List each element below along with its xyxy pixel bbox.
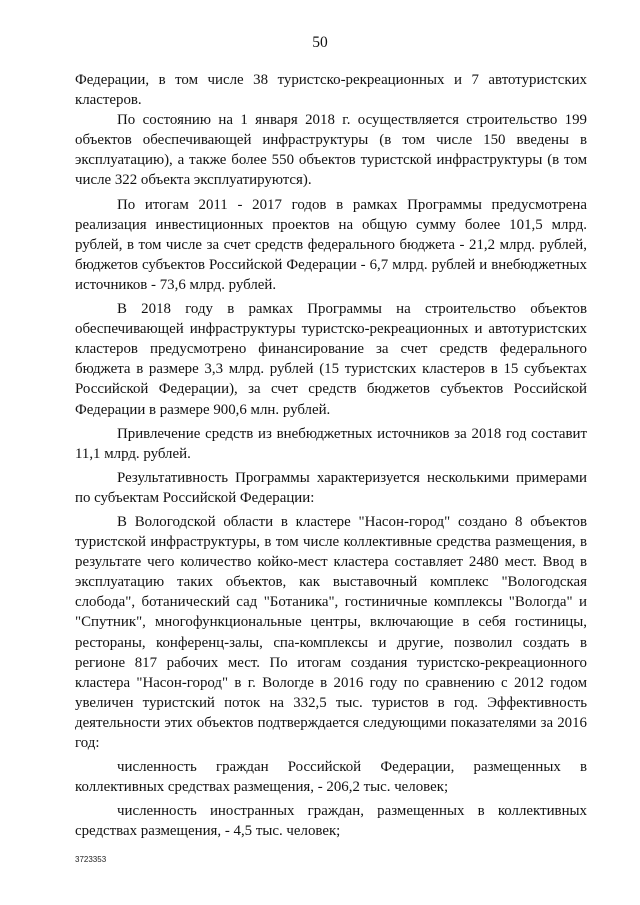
- paragraph-construction-status: По состоянию на 1 января 2018 г. осуществляется строительство 199 объектов обеспечивающей инфраструктуры (в том числе 150 введены в эксплуатацию), а также более 550 объектов туристской инфраструктуры (в том числе 322 объекта эксплуатируются).: [75, 112, 587, 189]
- paragraph-vologda-cluster: В Вологодской области в кластере "Насон-город" создано 8 объектов туристской инфраструктуры, в том числе коллективные средства размещения, в результате чего количество койко-мест кластера составляет 2480 мест. Ввод в эксплуатацию таких объектов, как выставочный комплекс "Вологодская слобода", ботанический сад "Ботаника", гостиничные комплексы "Вологда" и "Спутник", многофункциональные центры, включающие в себя гостиницы, рестораны, конференц-залы, спа-комплексы и другие, позволил создать в регионе 817 рабочих мест. По итогам создания туристско-рекреационного кластера "Насон-город" в г. Вологде в 2016 году по сравнению с 2012 годом увеличен туристский поток на 332,5 тыс. туристов в год. Эффективность деятельности этих объектов подтверждается следующими показателями за 2016 год:: [75, 513, 587, 751]
- paragraph-extrabudgetary: Привлечение средств из внебюджетных источников за 2018 год составит 11,1 млрд. рублей.: [75, 425, 587, 462]
- paragraph-effectiveness-intro: Результативность Программы характеризуется несколькими примерами по субъектам Российской Федерации:: [75, 469, 587, 506]
- paragraph-2018-funding: В 2018 году в рамках Программы на строительство объектов обеспечивающей инфраструктуры туристско-рекреационных и автотуристских кластеров предусмотрено финансирование за счет средств федерального бюджета в размере 3,3 млрд. рублей (15 туристских кластеров в 15 субъектах Российской Федерации), за счет средств бюджетов субъектов Российской Федерации в размере 900,6 млн. рублей.: [75, 301, 587, 418]
- body-text: [75, 70, 587, 845]
- paragraph-continuation: Федерации, в том числе 38 туристско-рекреационных и 7 автотуристских кластеров.: [75, 72, 587, 109]
- paragraph-investment-totals: По итогам 2011 - 2017 годов в рамках Программы предусмотрена реализация инвестиционных проектов на общую сумму более 101,5 млрд. рублей, в том числе за счет средств федерального бюджета - 21,2 млрд. рублей, бюджетов субъектов Российской Федерации - 6,7 млрд. рублей и внебюджетных источников - 73,6 млрд. рублей.: [75, 196, 587, 293]
- page-number: 50: [312, 34, 328, 51]
- paragraph-foreign-tourists: численность иностранных граждан, размещенных в коллективных средствах размещения, - 4,5 тыс. человек;: [75, 803, 587, 840]
- paragraph-domestic-tourists: численность граждан Российской Федерации, размещенных в коллективных средствах размещения, - 206,2 тыс. человек;: [75, 759, 587, 796]
- document-code: 3723353: [75, 855, 107, 864]
